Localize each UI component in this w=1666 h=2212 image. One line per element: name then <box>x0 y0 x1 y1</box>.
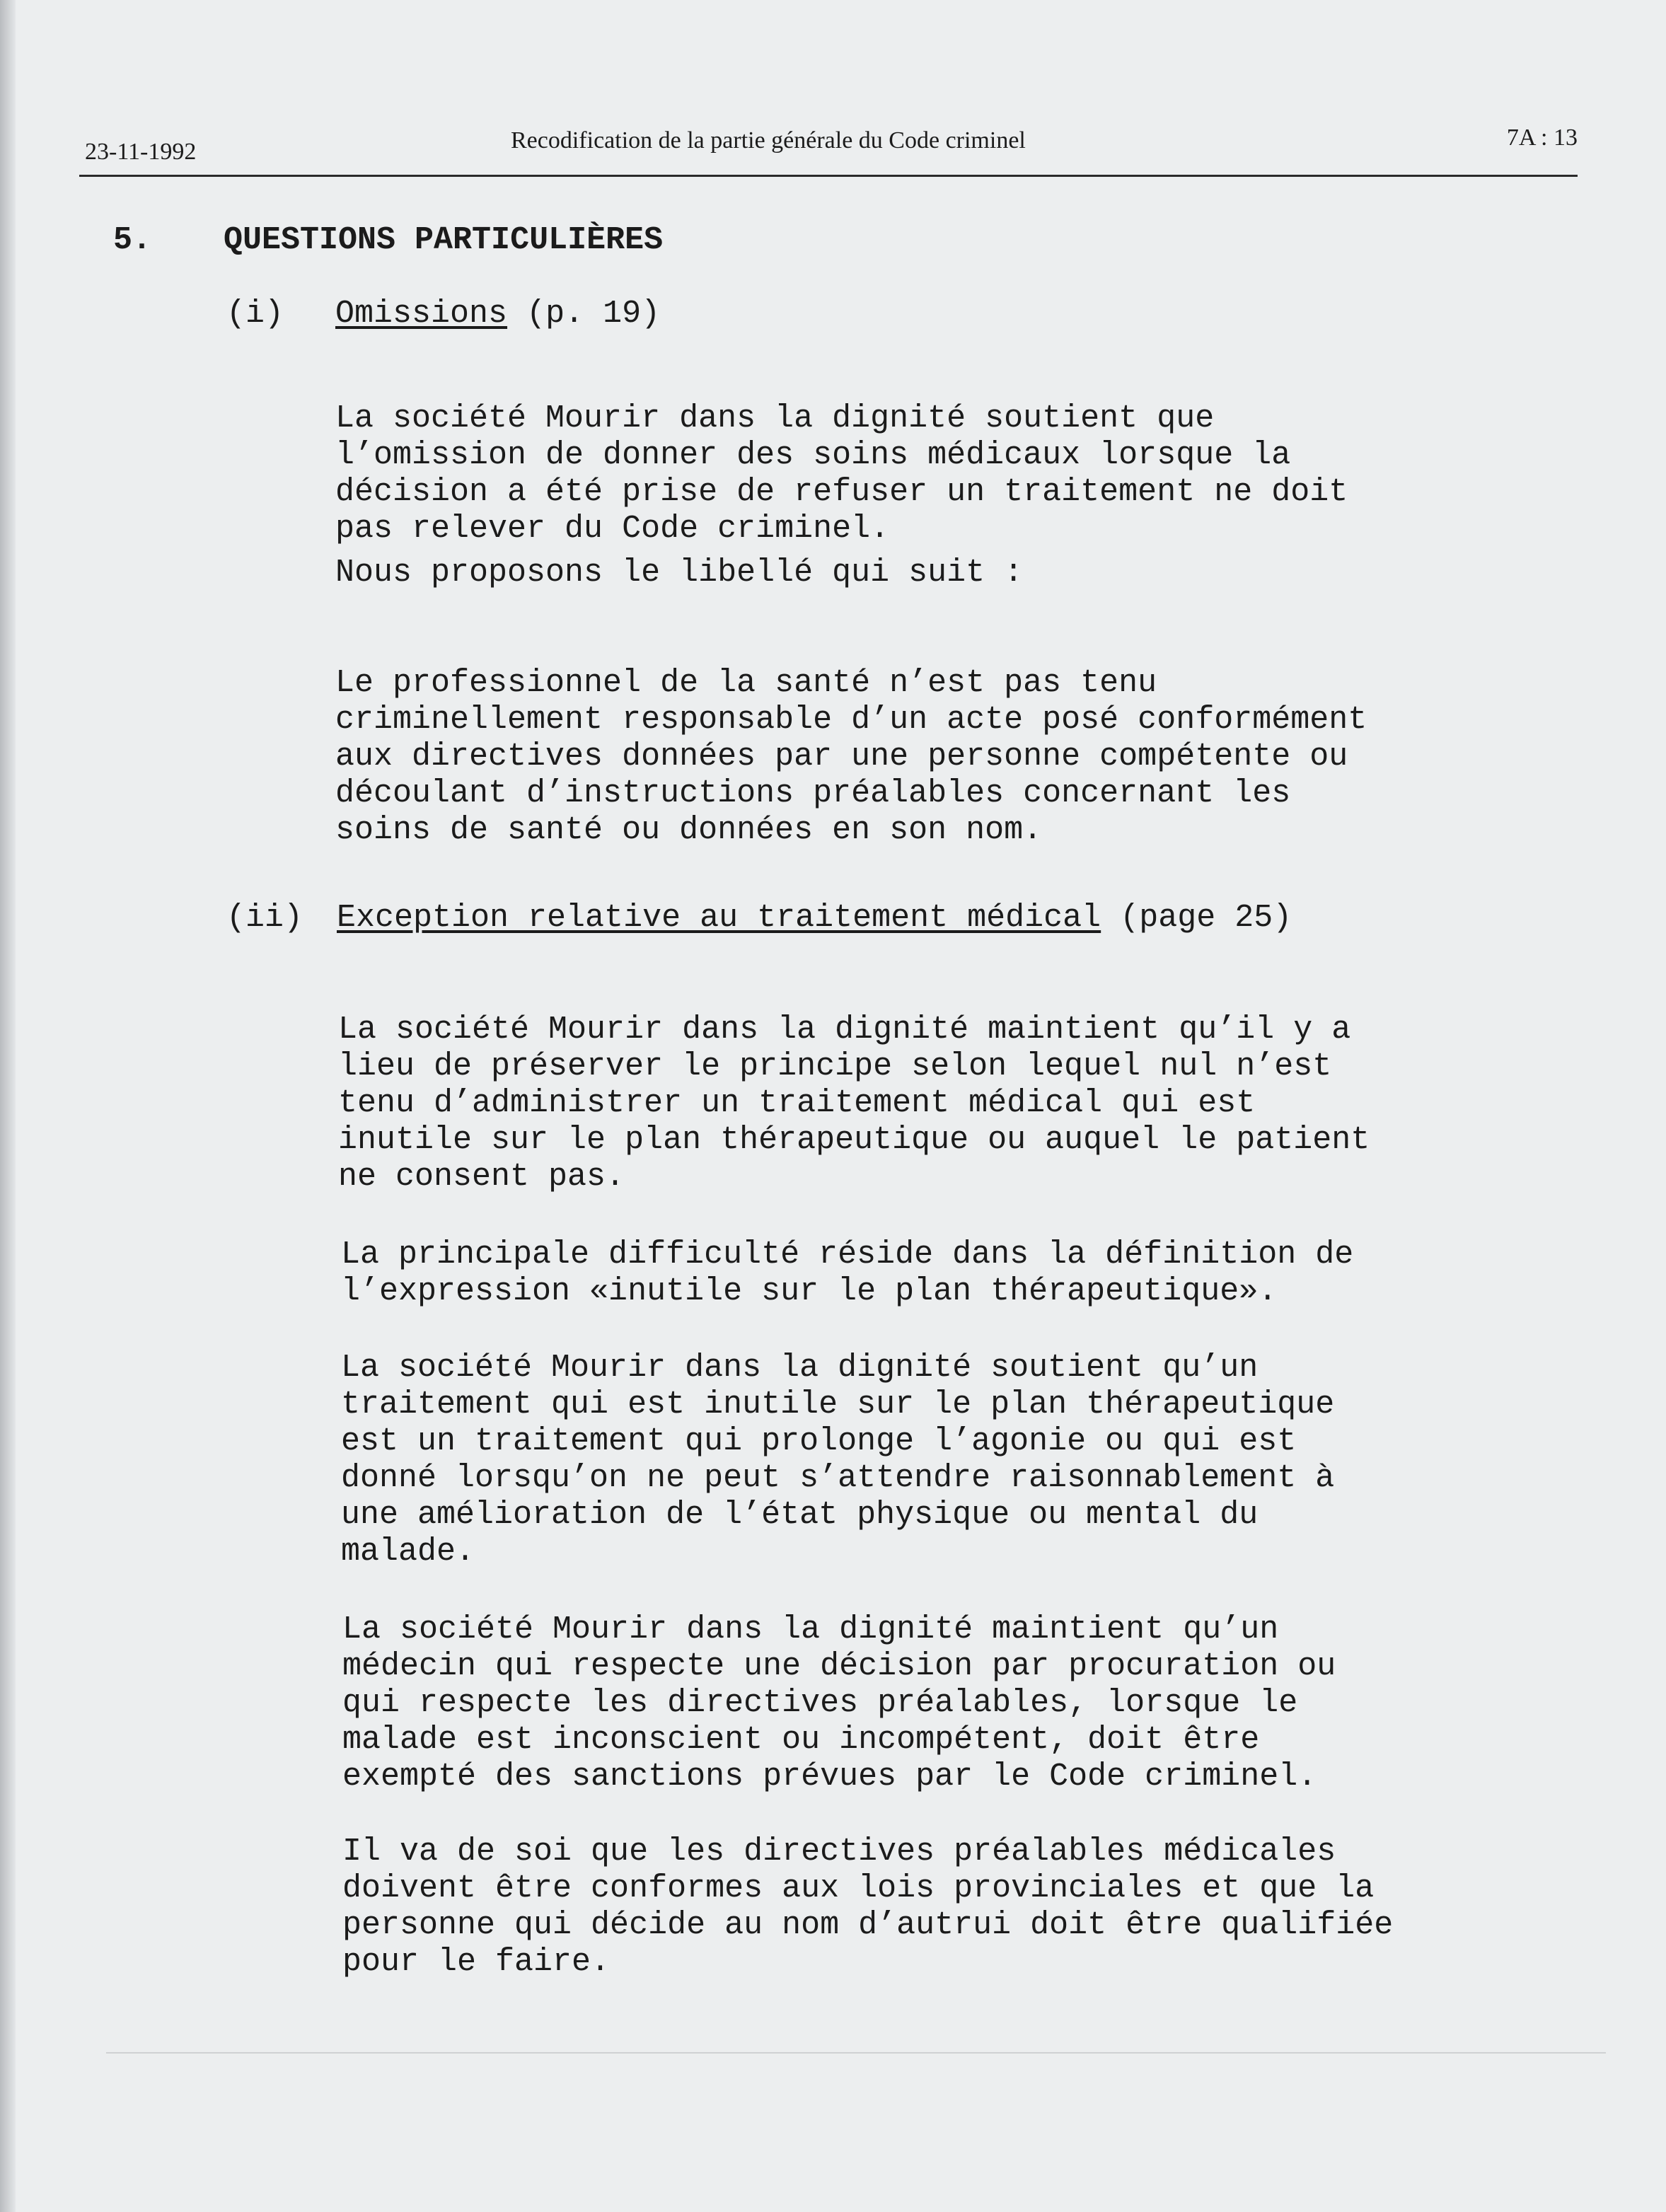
subsection-ii-ref: (page 25) <box>1120 900 1292 936</box>
text-line: pas relever du Code criminel. <box>335 511 890 547</box>
text-line: est un traitement qui prolonge l’agonie ou qui est <box>341 1423 1297 1459</box>
header-date: 23-11-1992 <box>85 139 197 165</box>
header-title: Recodification de la partie générale du Code criminel <box>511 127 1026 154</box>
subsection-i-label: (i) <box>226 296 284 332</box>
text-line: l’expression «inutile sur le plan thérapeutique». <box>341 1273 1278 1309</box>
header-page-number: 7A : 13 <box>1506 125 1578 151</box>
text-line: médecin qui respecte une décision par procuration ou <box>342 1648 1336 1684</box>
text-line: La société Mourir dans la dignité soutient que <box>335 400 1215 436</box>
subsection-i-ref: (p. 19) <box>526 296 661 332</box>
text-line: découlant d’instructions préalables concernant les <box>335 775 1291 811</box>
text-line: qui respecte les directives préalables, lorsque le <box>342 1685 1298 1721</box>
paragraph-useless-treatment-definition <box>341 1313 1334 1607</box>
text-line: Le professionnel de la santé n’est pas tenu <box>335 665 1157 701</box>
text-line: La société Mourir dans la dignité soutient qu’un <box>341 1350 1259 1386</box>
text-line: ne consent pas. <box>338 1159 625 1195</box>
text-line: décision a été prise de refuser un traitement ne doit <box>335 474 1348 510</box>
page-edge-shadow <box>0 0 16 2212</box>
text-line: criminellement responsable d’un acte posé conformément <box>335 702 1367 738</box>
subsection-i-title: Omissions <box>335 296 508 332</box>
text-line: exempté des sanctions prévues par le Code criminel. <box>342 1759 1317 1795</box>
text-line: donné lorsqu’on ne peut s’attendre raisonnablement à <box>341 1460 1335 1496</box>
text-line: traitement qui est inutile sur le plan thérapeutique <box>341 1386 1335 1423</box>
subsection-i-heading <box>335 296 660 332</box>
text-line: doivent être conformes aux lois provinciales et que la <box>342 1870 1375 1906</box>
text-line: tenu d’administrer un traitement médical qui est <box>338 1085 1256 1121</box>
text-line: aux directives données par une personne compétente ou <box>335 739 1348 775</box>
text-line: pour le faire. <box>342 1944 611 1980</box>
paragraph-proposal-intro: Nous proposons le libellé qui suit : <box>335 555 1024 591</box>
text-line: inutile sur le plan thérapeutique ou auquel le patient <box>338 1122 1370 1158</box>
header-rule <box>79 175 1578 177</box>
section-number: 5. <box>113 222 152 258</box>
text-line: La société Mourir dans la dignité maintient qu’il y a <box>338 1012 1351 1048</box>
paragraph-physician-exemption <box>342 1575 1336 1832</box>
subsection-ii-title: Exception relative au traitement médical <box>337 900 1101 936</box>
footer-rule <box>106 2052 1606 2054</box>
text-line: malade. <box>341 1534 475 1570</box>
paragraph-treatment-principle <box>338 975 1370 1232</box>
paragraph-proposed-wording <box>335 628 1367 886</box>
text-line: soins de santé ou données en son nom. <box>335 812 1043 848</box>
text-line: l’omission de donner des soins médicaux lorsque la <box>335 437 1291 473</box>
paragraph-omission-claim <box>335 364 1348 584</box>
subsection-ii-label: (ii) <box>226 900 303 936</box>
paragraph-provincial-law <box>342 1797 1393 2017</box>
text-line: lieu de préserver le principe selon lequel nul n’est <box>338 1048 1332 1084</box>
page-header <box>79 122 1578 164</box>
subsection-ii-heading <box>337 900 1292 937</box>
text-line: Il va de soi que les directives préalables médicales <box>342 1834 1336 1870</box>
text-line: personne qui décide au nom d’autrui doit être qualifiée <box>342 1907 1394 1943</box>
text-line: une amélioration de l’état physique ou mental du <box>341 1497 1259 1533</box>
text-line: malade est inconscient ou incompétent, doit être <box>342 1722 1260 1758</box>
section-title: QUESTIONS PARTICULIÈRES <box>224 222 664 258</box>
text-line: La société Mourir dans la dignité maintient qu’un <box>342 1611 1279 1648</box>
text-line: La principale difficulté réside dans la définition de <box>341 1237 1354 1273</box>
